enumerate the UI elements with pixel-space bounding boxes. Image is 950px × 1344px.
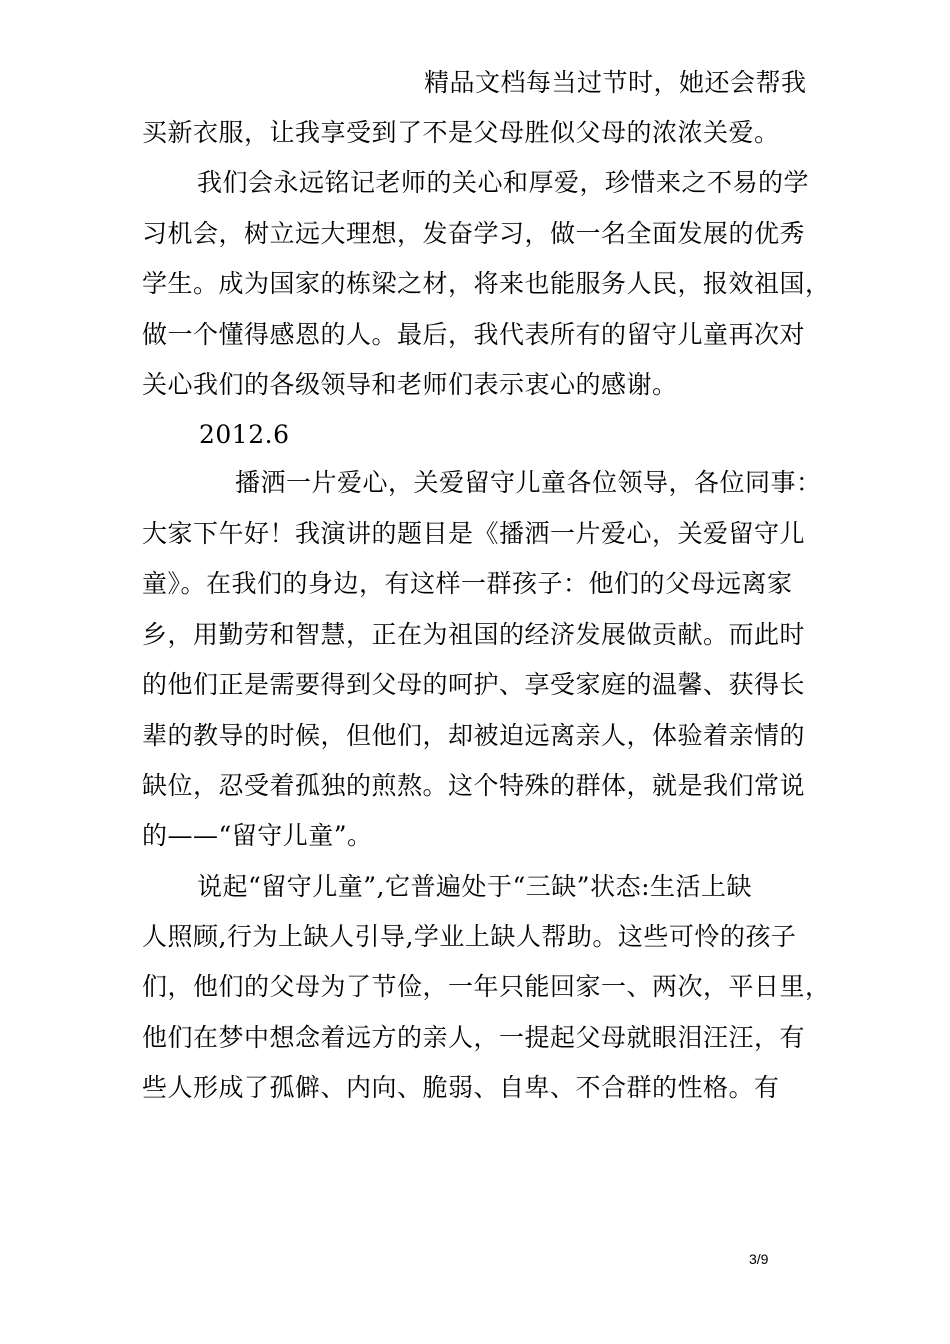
page-number: 3/9 [749, 1251, 769, 1267]
text-line-17: 说起“留守儿童”,它普遍处于“三缺”状态:生活上缺 [197, 872, 752, 901]
text-line-12: 乡，用勤劳和智慧，正在为祖国的经济发展做贡献。而此时 [142, 620, 806, 649]
text-line-3: 我们会永远铭记老师的关心和厚爱，珍惜来之不易的学 [197, 168, 810, 197]
text-line-7: 关心我们的各级领导和老师们表示衷心的感谢。 [142, 370, 678, 399]
text-line-10: 大家下午好！我演讲的题目是《播洒一片爱心，关爱留守儿 [142, 519, 806, 548]
section-title-line: 播洒一片爱心，关爱留守儿童各位领导，各位同事： [235, 468, 822, 497]
text-line-19: 们，他们的父母为了节俭，一年只能回家一、两次，平日里， [142, 972, 831, 1001]
text-line-16: 的——“留守儿童”。 [142, 821, 373, 850]
text-line-20: 他们在梦中想念着远方的亲人，一提起父母就眼泪汪汪，有 [142, 1023, 806, 1052]
text-line-18: 人照顾,行为上缺人引导,学业上缺人帮助。这些可怜的孩子 [142, 922, 797, 951]
text-line-2: 买新衣服，让我享受到了不是父母胜似父母的浓浓关爱。 [142, 118, 780, 147]
text-line-13: 的他们正是需要得到父母的呵护、享受家庭的温馨、获得长 [142, 670, 806, 699]
text-line-15: 缺位，忍受着孤独的煎熬。这个特殊的群体，就是我们常说 [142, 771, 806, 800]
text-line-5: 学生。成为国家的栋梁之材，将来也能服务人民，报效祖国， [142, 269, 831, 298]
text-line-1: 精品文档每当过节时，她还会帮我 [424, 68, 807, 97]
text-line-11: 童》。在我们的身边，有这样一群孩子：他们的父母远离家 [142, 569, 793, 598]
text-line-14: 辈的教导的时候，但他们，却被迫远离亲人，体验着亲情的 [142, 721, 806, 750]
text-line-4: 习机会，树立远大理想，发奋学习，做一名全面发展的优秀 [142, 219, 806, 248]
date-line: 2012.6 [199, 420, 290, 449]
text-line-21: 些人形成了孤僻、内向、脆弱、自卑、不合群的性格。有 [142, 1073, 780, 1102]
text-line-6: 做一个懂得感恩的人。最后，我代表所有的留守儿童再次对 [142, 320, 806, 349]
